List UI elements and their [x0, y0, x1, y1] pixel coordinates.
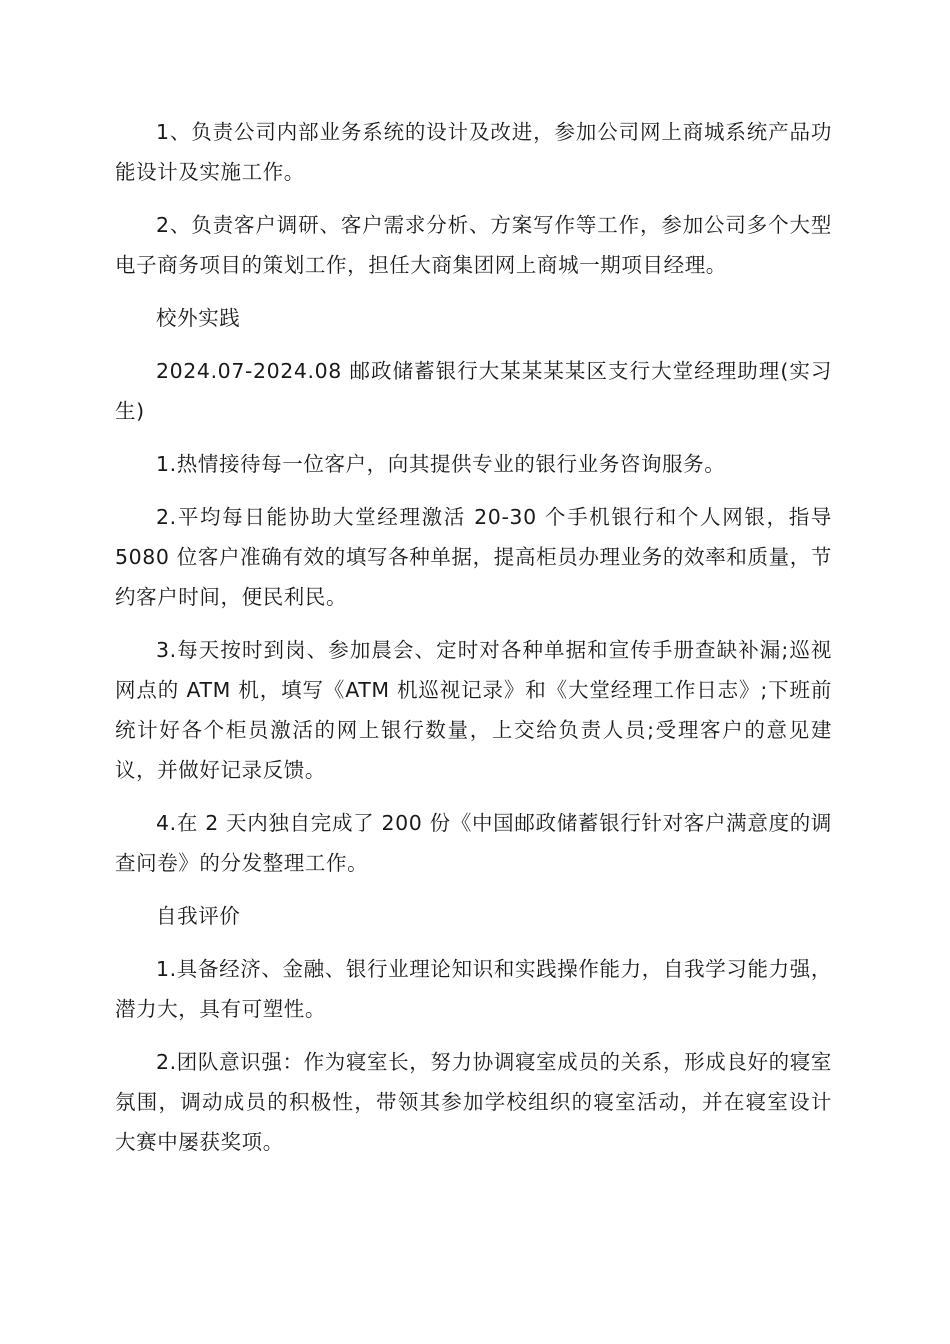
document-body	[115, 112, 832, 1175]
internship-duty-3: 3.每天按时到岗、参加晨会、定时对各种单据和宣传手册查缺补漏;巡视网点的 ATM 机，填写《ATM 机巡视记录》和《大堂经理工作日志》;下班前统计好各个柜员激活的网上银行数量，上交给负责人员;受理客户的意见建议，并做好记录反馈。	[115, 638, 832, 782]
self-evaluation-2: 2.团队意识强：作为寝室长，努力协调寝室成员的关系，形成良好的寝室氛围，调动成员的积极性，带领其参加学校组织的寝室活动，并在寝室设计大赛中屡获奖项。	[115, 1050, 832, 1154]
work-duty-2: 2、负责客户调研、客户需求分析、方案写作等工作，参加公司多个大型电子商务项目的策划工作，担任大商集团网上商城一期项目经理。	[115, 213, 832, 277]
section-heading-practice: 校外实践	[156, 306, 241, 330]
internship-duty-1: 1.热情接待每一位客户，向其提供专业的银行业务咨询服务。	[156, 452, 726, 476]
internship-duty-2: 2.平均每日能协助大堂经理激活 20-30 个手机银行和个人网银，指导5080 位客户准确有效的填写各种单据，提高柜员办理业务的效率和质量，节约客户时间，便民利民。	[115, 505, 832, 609]
self-evaluation-1: 1.具备经济、金融、银行业理论知识和实践操作能力，自我学习能力强，潜力大，具有可塑性。	[115, 957, 832, 1021]
work-duty-1: 1、负责公司内部业务系统的设计及改进，参加公司网上商城系统产品功能设计及实施工作。	[115, 120, 832, 184]
internship-duty-4: 4.在 2 天内独自完成了 200 份《中国邮政储蓄银行针对客户满意度的调查问卷》的分发整理工作。	[115, 811, 832, 875]
internship-title: 2024.07-2024.08 邮政储蓄银行大某某某某区支行大堂经理助理(实习生)	[115, 359, 832, 423]
section-heading-self-evaluation: 自我评价	[156, 904, 241, 928]
